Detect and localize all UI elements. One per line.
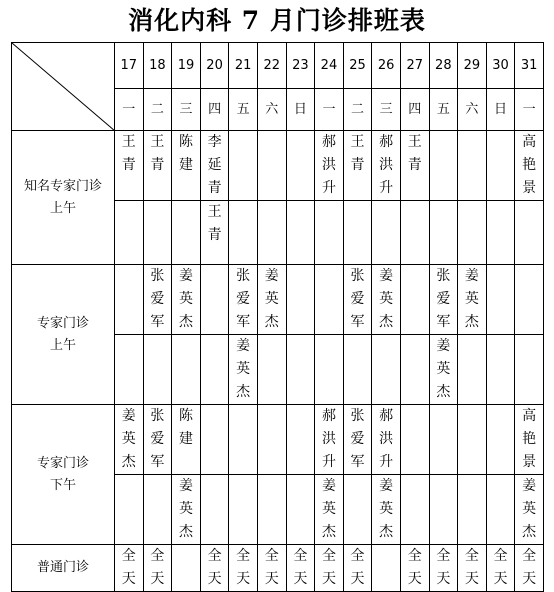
date-cell: 29 (458, 43, 487, 89)
doctor-cell (286, 475, 315, 545)
doctor-cell (115, 265, 144, 335)
doctor-cell (172, 545, 201, 592)
doctor-cell (315, 475, 344, 545)
doctor-name: 全天 (150, 548, 165, 587)
date-cell: 19 (172, 43, 201, 89)
doctor-cell (200, 335, 229, 405)
doctor-cell (115, 545, 144, 592)
doctor-cell (343, 265, 372, 335)
doctor-cell (486, 131, 515, 201)
schedule-row (12, 405, 544, 475)
doctor-name: 王青 (207, 204, 222, 243)
doctor-cell (229, 475, 258, 545)
doctor-name: 郝洪升 (379, 134, 394, 196)
doctor-cell (400, 545, 429, 592)
doctor-cell (458, 475, 487, 545)
doctor-cell (400, 265, 429, 335)
doctor-cell (372, 265, 401, 335)
weekday-cell: 三 (372, 89, 401, 131)
doctor-cell (515, 131, 544, 201)
doctor-cell (286, 201, 315, 265)
doctor-cell (486, 335, 515, 405)
doctor-cell (229, 335, 258, 405)
doctor-cell (200, 475, 229, 545)
doctor-name: 陈建 (178, 134, 193, 173)
slot-label-line: 专家门诊 (36, 315, 89, 331)
doctor-name: 王青 (407, 134, 422, 173)
doctor-cell (286, 265, 315, 335)
doctor-name: 高艳景 (522, 134, 537, 196)
weekday-cell: 五 (229, 89, 258, 131)
doctor-cell (372, 131, 401, 201)
doctor-name: 李延青 (207, 134, 222, 196)
doctor-cell (115, 201, 144, 265)
doctor-cell (343, 405, 372, 475)
slot-label-line: 上午 (49, 200, 76, 216)
doctor-cell (172, 335, 201, 405)
doctor-name: 张爱军 (350, 268, 365, 330)
doctor-cell (429, 201, 458, 265)
doctor-cell (257, 545, 286, 592)
weekday-cell: 一 (315, 89, 344, 131)
doctor-cell (515, 335, 544, 405)
doctor-cell (343, 131, 372, 201)
doctor-cell (343, 475, 372, 545)
doctor-cell (257, 475, 286, 545)
doctor-cell (229, 545, 258, 592)
slot-label (12, 545, 115, 592)
doctor-cell (143, 131, 172, 201)
doctor-cell (115, 475, 144, 545)
doctor-cell (429, 265, 458, 335)
doctor-name: 全天 (522, 548, 537, 587)
doctor-name: 王青 (121, 134, 136, 173)
doctor-cell (400, 475, 429, 545)
doctor-cell (229, 265, 258, 335)
doctor-cell (229, 405, 258, 475)
doctor-name: 全天 (436, 548, 451, 587)
doctor-cell (172, 131, 201, 201)
doctor-cell (315, 265, 344, 335)
doctor-name: 高艳景 (522, 408, 537, 470)
doctor-name: 全天 (350, 548, 365, 587)
doctor-cell (372, 475, 401, 545)
doctor-name: 全天 (464, 548, 479, 587)
doctor-name: 张爱军 (236, 268, 251, 330)
doctor-cell (515, 265, 544, 335)
doctor-cell (515, 405, 544, 475)
schedule-row (12, 131, 544, 201)
slot-label (12, 265, 115, 405)
slot-label-line: 上午 (49, 337, 76, 353)
doctor-cell (115, 335, 144, 405)
doctor-cell (315, 201, 344, 265)
schedule-table (11, 42, 544, 592)
doctor-name: 全天 (293, 548, 308, 587)
date-cell: 22 (257, 43, 286, 89)
weekday-cell: 六 (257, 89, 286, 131)
diagonal-line (12, 43, 115, 131)
doctor-cell (372, 335, 401, 405)
weekday-cell: 二 (343, 89, 372, 131)
doctor-name: 张爱军 (350, 408, 365, 470)
doctor-cell (200, 405, 229, 475)
doctor-cell (172, 201, 201, 265)
doctor-cell (315, 405, 344, 475)
date-cell: 20 (200, 43, 229, 89)
doctor-name: 全天 (321, 548, 336, 587)
doctor-name: 王青 (350, 134, 365, 173)
doctor-cell (257, 201, 286, 265)
doctor-cell (486, 201, 515, 265)
doctor-cell (115, 405, 144, 475)
doctor-cell (200, 131, 229, 201)
doctor-cell (458, 545, 487, 592)
doctor-cell (400, 201, 429, 265)
doctor-name: 姜英杰 (121, 408, 136, 470)
doctor-cell (400, 335, 429, 405)
slot-label (12, 405, 115, 545)
doctor-cell (172, 405, 201, 475)
weekday-cell: 一 (115, 89, 144, 131)
doctor-cell (343, 335, 372, 405)
doctor-name: 陈建 (178, 408, 193, 447)
doctor-name: 姜英杰 (436, 338, 451, 400)
doctor-name: 全天 (236, 548, 251, 587)
doctor-cell (143, 405, 172, 475)
doctor-cell (229, 201, 258, 265)
doctor-cell (429, 131, 458, 201)
doctor-cell (343, 201, 372, 265)
doctor-cell (400, 405, 429, 475)
doctor-cell (143, 545, 172, 592)
doctor-cell (372, 545, 401, 592)
doctor-name: 姜英杰 (321, 478, 336, 540)
doctor-cell (343, 545, 372, 592)
doctor-cell (372, 405, 401, 475)
doctor-cell (200, 265, 229, 335)
slot-label-line: 普通门诊 (36, 560, 89, 575)
doctor-cell (143, 201, 172, 265)
date-cell: 26 (372, 43, 401, 89)
date-cell: 28 (429, 43, 458, 89)
doctor-cell (429, 335, 458, 405)
doctor-cell (229, 131, 258, 201)
doctor-name: 全天 (121, 548, 136, 587)
weekday-cell: 四 (400, 89, 429, 131)
doctor-cell (286, 405, 315, 475)
doctor-cell (486, 265, 515, 335)
doctor-cell (200, 545, 229, 592)
doctor-cell (286, 335, 315, 405)
slot-label (12, 131, 115, 265)
doctor-cell (315, 131, 344, 201)
doctor-cell (257, 405, 286, 475)
doctor-cell (458, 335, 487, 405)
doctor-cell (515, 545, 544, 592)
weekday-cell: 日 (286, 89, 315, 131)
doctor-cell (458, 201, 487, 265)
doctor-cell (143, 265, 172, 335)
slot-label-line: 专家门诊 (36, 455, 89, 471)
doctor-name: 全天 (407, 548, 422, 587)
doctor-cell (515, 475, 544, 545)
date-cell: 31 (515, 43, 544, 89)
doctor-cell (429, 545, 458, 592)
doctor-cell (486, 545, 515, 592)
weekday-cell: 三 (172, 89, 201, 131)
weekday-cell: 日 (486, 89, 515, 131)
doctor-cell (286, 545, 315, 592)
date-cell: 25 (343, 43, 372, 89)
doctor-cell (429, 405, 458, 475)
doctor-cell (400, 131, 429, 201)
date-cell: 27 (400, 43, 429, 89)
slot-label-line: 知名专家门诊 (23, 178, 102, 194)
schedule-row (12, 545, 544, 592)
doctor-cell (515, 201, 544, 265)
date-row (12, 43, 544, 89)
date-cell: 23 (286, 43, 315, 89)
weekday-cell: 四 (200, 89, 229, 131)
weekday-cell: 六 (458, 89, 487, 131)
doctor-name: 张爱军 (150, 268, 165, 330)
doctor-name: 郝洪升 (321, 408, 336, 470)
weekday-cell: 一 (515, 89, 544, 131)
doctor-cell (486, 475, 515, 545)
page-title: 消化内科 7 月门诊排班表 (128, 6, 426, 35)
doctor-name: 姜英杰 (264, 268, 279, 330)
doctor-cell (458, 405, 487, 475)
doctor-name: 张爱军 (150, 408, 165, 470)
doctor-cell (286, 131, 315, 201)
doctor-name: 郝洪升 (379, 408, 394, 470)
doctor-cell (486, 405, 515, 475)
doctor-name: 姜英杰 (178, 478, 193, 540)
doctor-name: 姜英杰 (522, 478, 537, 540)
doctor-name: 张爱军 (436, 268, 451, 330)
doctor-cell (115, 131, 144, 201)
date-cell: 18 (143, 43, 172, 89)
weekday-cell: 五 (429, 89, 458, 131)
date-cell: 30 (486, 43, 515, 89)
doctor-cell (172, 475, 201, 545)
doctor-cell (458, 131, 487, 201)
slot-label-line: 下午 (49, 477, 76, 493)
doctor-cell (172, 265, 201, 335)
doctor-cell (315, 335, 344, 405)
doctor-name: 姜英杰 (379, 478, 394, 540)
doctor-name: 姜英杰 (236, 338, 251, 400)
doctor-name: 姜英杰 (464, 268, 479, 330)
corner-cell (12, 43, 115, 131)
doctor-name: 全天 (207, 548, 222, 587)
date-cell: 24 (315, 43, 344, 89)
doctor-cell (257, 131, 286, 201)
doctor-cell (200, 201, 229, 265)
schedule-row (12, 265, 544, 335)
doctor-name: 全天 (264, 548, 279, 587)
doctor-cell (458, 265, 487, 335)
doctor-name: 郝洪升 (321, 134, 336, 196)
date-cell: 21 (229, 43, 258, 89)
doctor-name: 王青 (150, 134, 165, 173)
doctor-name: 姜英杰 (178, 268, 193, 330)
doctor-cell (372, 201, 401, 265)
doctor-cell (143, 335, 172, 405)
date-cell: 17 (115, 43, 144, 89)
doctor-cell (257, 335, 286, 405)
doctor-cell (257, 265, 286, 335)
doctor-cell (315, 545, 344, 592)
doctor-cell (143, 475, 172, 545)
doctor-name: 全天 (493, 548, 508, 587)
doctor-name: 姜英杰 (379, 268, 394, 330)
doctor-cell (429, 475, 458, 545)
weekday-cell: 二 (143, 89, 172, 131)
